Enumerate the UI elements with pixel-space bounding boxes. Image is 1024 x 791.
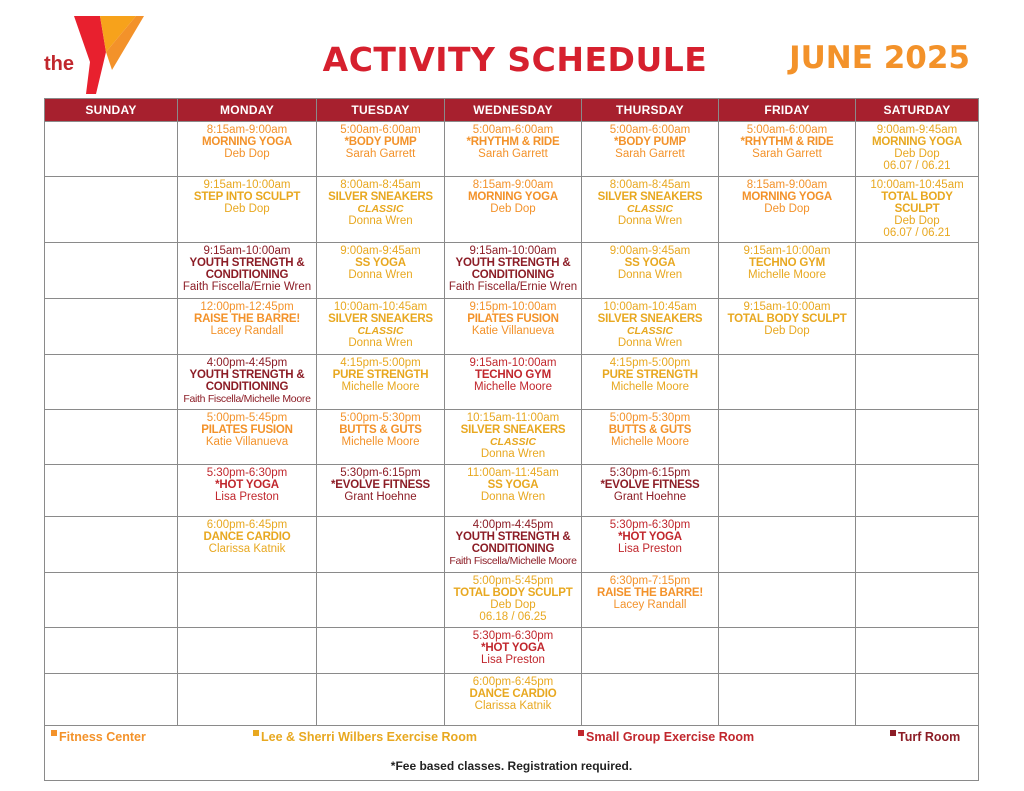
class-entry [317, 299, 444, 349]
class-time: 5:00pm-5:30pm [609, 412, 691, 424]
class-name: *BODY PUMP [344, 136, 417, 148]
empty-slot [45, 122, 178, 177]
class-instructor: Michelle Moore [474, 381, 552, 393]
class-entry [317, 122, 444, 160]
class-time: 6:30pm-7:15pm [609, 575, 691, 587]
empty-slot [582, 674, 719, 726]
class-time: 4:00pm-4:45pm [472, 519, 554, 531]
class-entry [178, 517, 316, 555]
class-subtitle: CLASSIC [626, 203, 674, 215]
class-entry [178, 299, 316, 337]
class-time: 8:00am-8:45am [609, 179, 691, 191]
schedule-row [45, 628, 979, 674]
class-slot [317, 243, 445, 299]
class-instructor: Faith Fiscella/Michelle Moore [449, 555, 577, 567]
class-subtitle: CLASSIC [489, 436, 537, 448]
class-instructor: Lacey Randall [210, 325, 284, 337]
room-legend [45, 726, 978, 780]
class-slot [178, 465, 317, 517]
class-name: RAISE THE BARRE! [193, 313, 301, 325]
class-time: 6:00pm-6:45pm [206, 519, 288, 531]
class-entry [178, 122, 316, 160]
class-slot [445, 573, 582, 628]
class-time: 8:00am-8:45am [340, 179, 421, 191]
class-time: 12:00pm-12:45pm [200, 301, 294, 313]
class-entry [178, 243, 316, 293]
class-name: SS YOGA [624, 257, 676, 269]
class-time: 5:00pm-5:30pm [340, 412, 421, 424]
empty-slot [856, 243, 979, 299]
class-entry [317, 243, 444, 281]
class-name: *RHYTHM & RIDE [740, 136, 834, 148]
class-instructor: Faith Fiscella/Michelle Moore [183, 393, 311, 405]
class-instructor: Donna Wren [348, 337, 413, 349]
empty-slot [719, 355, 856, 410]
class-slot [317, 410, 445, 465]
class-subtitle: CLASSIC [357, 325, 404, 337]
schedule-row [45, 177, 979, 243]
class-time: 9:15am-10:00am [203, 179, 291, 191]
legend-swatch-icon [890, 730, 896, 736]
empty-slot [856, 628, 979, 674]
class-name: TOTAL BODY [881, 191, 953, 203]
class-slot [445, 410, 582, 465]
class-name: MORNING YOGA [871, 136, 963, 148]
class-name: SILVER SNEAKERS [328, 191, 433, 203]
class-instructor: Donna Wren [617, 269, 683, 281]
class-slot [317, 122, 445, 177]
class-name: *HOT YOGA [618, 531, 682, 543]
class-entry [719, 243, 855, 281]
class-slot [582, 410, 719, 465]
schedule-row [45, 674, 979, 726]
class-slot [582, 465, 719, 517]
fee-footnote: *Fee based classes. Registration required. [390, 759, 633, 773]
class-instructor: Lisa Preston [618, 543, 682, 555]
class-name: TECHNO GYM [749, 257, 825, 269]
empty-slot [178, 674, 317, 726]
class-slot [582, 355, 719, 410]
schedule-month: JUNE 2025 [789, 40, 970, 76]
class-entry [582, 573, 718, 611]
class-subtitle: CLASSIC [357, 203, 404, 215]
class-time: 5:00am-6:00am [746, 124, 828, 136]
class-slot [856, 122, 979, 177]
legend-small-group-room: Small Group Exercise Room [578, 730, 754, 743]
class-slot [317, 465, 445, 517]
class-time: 10:15am-11:00am [466, 412, 560, 424]
class-time: 8:15am-9:00am [472, 179, 554, 191]
class-entry [719, 299, 855, 337]
legend-swatch-icon [51, 730, 57, 736]
class-instructor: Faith Fiscella/Ernie Wren [182, 281, 312, 293]
class-instructor: Katie Villanueva [205, 436, 289, 448]
class-slot [719, 122, 856, 177]
empty-slot [856, 355, 979, 410]
day-header-sunday: SUNDAY [45, 99, 178, 122]
class-instructor: Michelle Moore [341, 436, 420, 448]
empty-slot [45, 674, 178, 726]
class-slot [317, 299, 445, 355]
schedule-table [44, 98, 979, 781]
class-entry [317, 355, 444, 393]
class-name: SS YOGA [487, 479, 539, 491]
class-name: MORNING YOGA [201, 136, 293, 148]
class-name: DANCE CARDIO [469, 688, 557, 700]
empty-slot [856, 465, 979, 517]
class-entry [582, 243, 718, 281]
class-name: SCULPT [894, 203, 940, 215]
empty-slot [719, 465, 856, 517]
class-entry [178, 410, 316, 448]
class-name: MORNING YOGA [467, 191, 559, 203]
day-header-thursday: THURSDAY [582, 99, 719, 122]
empty-slot [45, 573, 178, 628]
class-entry [445, 243, 581, 293]
empty-slot [317, 628, 445, 674]
class-time: 9:15am-10:00am [469, 245, 557, 257]
page-title: ACTIVITY SCHEDULE [322, 40, 708, 79]
empty-slot [45, 517, 178, 573]
class-instructor: Katie Villanueva [471, 325, 555, 337]
class-entry [445, 410, 581, 460]
class-entry [178, 465, 316, 503]
class-time: 9:15am-10:00am [743, 245, 831, 257]
class-time: 10:00am-10:45am [333, 301, 428, 313]
class-instructor: Grant Hoehne [344, 491, 417, 503]
class-entry [445, 517, 581, 567]
class-instructor: Deb Dop [224, 148, 270, 160]
class-slot [445, 177, 582, 243]
class-time: 5:30pm-6:15pm [609, 467, 691, 479]
empty-slot [45, 177, 178, 243]
class-instructor: Lisa Preston [481, 654, 545, 666]
empty-slot [317, 674, 445, 726]
class-instructor: Donna Wren [480, 491, 546, 503]
class-time: 10:00am-10:45am [603, 301, 697, 313]
class-entry [856, 177, 978, 239]
class-dates: 06.07 / 06.21 [883, 160, 951, 172]
class-slot [445, 674, 582, 726]
class-entry [178, 355, 316, 405]
class-entry [317, 410, 444, 448]
class-entry [719, 122, 855, 160]
class-instructor: Lacey Randall [613, 599, 687, 611]
class-name: STEP INTO SCULPT [193, 191, 301, 203]
class-name: BUTTS & GUTS [608, 424, 692, 436]
class-instructor: Deb Dop [490, 599, 536, 611]
class-entry [445, 573, 581, 623]
class-time: 4:15pm-5:00pm [609, 357, 691, 369]
empty-slot [719, 573, 856, 628]
class-entry [582, 299, 718, 349]
class-name: TECHNO GYM [475, 369, 551, 381]
class-instructor: Deb Dop [224, 203, 270, 215]
class-slot [445, 299, 582, 355]
empty-slot [317, 573, 445, 628]
empty-slot [719, 628, 856, 674]
class-entry [582, 177, 718, 227]
empty-slot [178, 573, 317, 628]
class-slot [445, 517, 582, 573]
class-name: SILVER SNEAKERS [328, 313, 433, 325]
class-instructor: Deb Dop [894, 148, 940, 160]
legend-row [45, 726, 979, 781]
schedule-row [45, 517, 979, 573]
class-instructor: Clarissa Katnik [208, 543, 286, 555]
empty-slot [856, 517, 979, 573]
legend-swatch-icon [253, 730, 259, 736]
class-time: 9:15am-10:00am [469, 357, 557, 369]
class-time: 5:30pm-6:15pm [340, 467, 421, 479]
class-slot [719, 299, 856, 355]
class-name: CONDITIONING [205, 381, 289, 393]
class-entry [719, 177, 855, 215]
class-slot [178, 299, 317, 355]
class-entry [582, 122, 718, 160]
class-name: RAISE THE BARRE! [596, 587, 704, 599]
class-entry [445, 177, 581, 215]
class-slot [445, 243, 582, 299]
class-instructor: Donna Wren [480, 448, 546, 460]
class-entry [445, 674, 581, 712]
class-name: TOTAL BODY SCULPT [453, 587, 573, 599]
class-instructor: Faith Fiscella/Ernie Wren [448, 281, 578, 293]
class-name: CONDITIONING [471, 543, 555, 555]
legend-fitness-center: Fitness Center [51, 730, 146, 743]
class-instructor: Michelle Moore [748, 269, 826, 281]
class-name: PURE STRENGTH [332, 369, 429, 381]
empty-slot [45, 628, 178, 674]
class-time: 5:00pm-5:45pm [472, 575, 554, 587]
class-instructor: Lisa Preston [215, 491, 279, 503]
class-entry [582, 410, 718, 448]
class-entry [582, 355, 718, 393]
class-instructor: Michelle Moore [611, 436, 689, 448]
class-dates: 06.07 / 06.21 [883, 227, 951, 239]
class-entry [582, 517, 718, 555]
class-time: 11:00am-11:45am [467, 467, 559, 479]
class-entry [856, 122, 978, 172]
class-instructor: Grant Hoehne [613, 491, 687, 503]
class-slot [445, 122, 582, 177]
class-instructor: Deb Dop [764, 203, 810, 215]
empty-slot [582, 628, 719, 674]
class-name: SILVER SNEAKERS [597, 191, 703, 203]
schedule-row [45, 243, 979, 299]
class-time: 5:00am-6:00am [609, 124, 691, 136]
empty-slot [719, 517, 856, 573]
empty-slot [45, 355, 178, 410]
class-time: 9:00am-9:45am [340, 245, 421, 257]
schedule-row [45, 355, 979, 410]
class-instructor: Sarah Garrett [752, 148, 822, 160]
empty-slot [178, 628, 317, 674]
class-slot [317, 355, 445, 410]
class-entry [317, 177, 444, 227]
class-time: 5:30pm-6:30pm [472, 630, 554, 642]
class-time: 5:30pm-6:30pm [609, 519, 691, 531]
class-instructor: Deb Dop [764, 325, 810, 337]
class-slot [582, 573, 719, 628]
logo-the-text: the [44, 53, 74, 75]
class-entry [317, 465, 444, 503]
class-time: 8:15am-9:00am [746, 179, 828, 191]
day-header-row [45, 99, 979, 122]
class-name: PILATES FUSION [467, 313, 559, 325]
class-slot [178, 177, 317, 243]
class-name: *HOT YOGA [215, 479, 279, 491]
class-time: 9:00am-9:45am [609, 245, 691, 257]
empty-slot [45, 410, 178, 465]
class-instructor: Donna Wren [348, 269, 413, 281]
class-name: *EVOLVE FITNESS [330, 479, 431, 491]
empty-slot [45, 299, 178, 355]
day-header-monday: MONDAY [178, 99, 317, 122]
class-time: 5:00pm-5:45pm [206, 412, 288, 424]
class-slot [445, 465, 582, 517]
empty-slot [317, 517, 445, 573]
class-slot [582, 122, 719, 177]
ymca-logo [40, 12, 160, 97]
legend-swatch-icon [578, 730, 584, 736]
class-name: *EVOLVE FITNESS [600, 479, 700, 491]
class-name: MORNING YOGA [741, 191, 833, 203]
day-header-saturday: SATURDAY [856, 99, 979, 122]
empty-slot [856, 410, 979, 465]
schedule-row [45, 465, 979, 517]
class-instructor: Sarah Garrett [478, 148, 548, 160]
day-header-friday: FRIDAY [719, 99, 856, 122]
class-slot [856, 177, 979, 243]
class-instructor: Sarah Garrett [615, 148, 685, 160]
class-entry [445, 122, 581, 160]
empty-slot [719, 674, 856, 726]
class-name: SS YOGA [355, 257, 406, 269]
class-time: 10:00am-10:45am [870, 179, 964, 191]
class-name: YOUTH STRENGTH & [455, 257, 571, 269]
class-slot [719, 243, 856, 299]
class-entry [178, 177, 316, 215]
class-instructor: Donna Wren [617, 215, 683, 227]
class-slot [445, 628, 582, 674]
class-slot [178, 243, 317, 299]
schedule-row [45, 122, 979, 177]
class-time: 6:00pm-6:45pm [472, 676, 554, 688]
class-name: CONDITIONING [205, 269, 289, 281]
class-name: PILATES FUSION [201, 424, 293, 436]
class-name: *HOT YOGA [481, 642, 545, 654]
class-instructor: Michelle Moore [611, 381, 689, 393]
class-name: *BODY PUMP [614, 136, 686, 148]
class-instructor: Deb Dop [490, 203, 536, 215]
class-slot [178, 122, 317, 177]
day-header-tuesday: TUESDAY [317, 99, 445, 122]
day-header-wednesday: WEDNESDAY [445, 99, 582, 122]
class-slot [178, 355, 317, 410]
class-slot [178, 410, 317, 465]
class-name: YOUTH STRENGTH & [455, 531, 571, 543]
class-instructor: Michelle Moore [341, 381, 420, 393]
class-name: PURE STRENGTH [602, 369, 698, 381]
schedule-row [45, 299, 979, 355]
empty-slot [45, 465, 178, 517]
class-name: TOTAL BODY SCULPT [727, 313, 847, 325]
class-subtitle: CLASSIC [626, 325, 674, 337]
class-dates: 06.18 / 06.25 [479, 611, 547, 623]
class-time: 8:15am-9:00am [206, 124, 288, 136]
legend-lee-sherri-room: Lee & Sherri Wilbers Exercise Room [253, 730, 477, 743]
class-name: SILVER SNEAKERS [460, 424, 566, 436]
class-time: 9:15am-10:00am [743, 301, 831, 313]
class-name: YOUTH STRENGTH & [189, 257, 305, 269]
class-slot [582, 243, 719, 299]
class-time: 9:00am-9:45am [876, 124, 958, 136]
class-instructor: Sarah Garrett [345, 148, 416, 160]
class-slot [582, 177, 719, 243]
schedule-row [45, 410, 979, 465]
class-instructor: Deb Dop [894, 215, 940, 227]
class-entry [445, 465, 581, 503]
class-time: 5:00am-6:00am [340, 124, 421, 136]
empty-slot [856, 299, 979, 355]
class-slot [445, 355, 582, 410]
class-name: SILVER SNEAKERS [597, 313, 703, 325]
empty-slot [856, 573, 979, 628]
class-time: 9:15am-10:00am [203, 245, 291, 257]
class-entry [445, 355, 581, 393]
class-name: YOUTH STRENGTH & [189, 369, 305, 381]
class-name: DANCE CARDIO [203, 531, 291, 543]
class-time: 4:00pm-4:45pm [206, 357, 288, 369]
class-slot [178, 517, 317, 573]
class-entry [582, 465, 718, 503]
legend-turf-room: Turf Room [890, 730, 960, 743]
class-entry [445, 299, 581, 337]
class-name: BUTTS & GUTS [339, 424, 422, 436]
class-time: 5:00am-6:00am [472, 124, 554, 136]
empty-slot [719, 410, 856, 465]
class-name: CONDITIONING [471, 269, 555, 281]
class-instructor: Donna Wren [617, 337, 683, 349]
class-name: *RHYTHM & RIDE [466, 136, 560, 148]
class-slot [582, 299, 719, 355]
class-slot [719, 177, 856, 243]
class-time: 4:15pm-5:00pm [340, 357, 421, 369]
class-time: 9:15pm-10:00am [469, 301, 557, 313]
class-entry [445, 628, 581, 666]
class-slot [317, 177, 445, 243]
class-slot [582, 517, 719, 573]
schedule-row [45, 573, 979, 628]
empty-slot [45, 243, 178, 299]
empty-slot [856, 674, 979, 726]
class-time: 5:30pm-6:30pm [206, 467, 288, 479]
class-instructor: Clarissa Katnik [474, 700, 552, 712]
logo-ymca-text: YMCA [102, 67, 113, 83]
class-instructor: Donna Wren [348, 215, 413, 227]
